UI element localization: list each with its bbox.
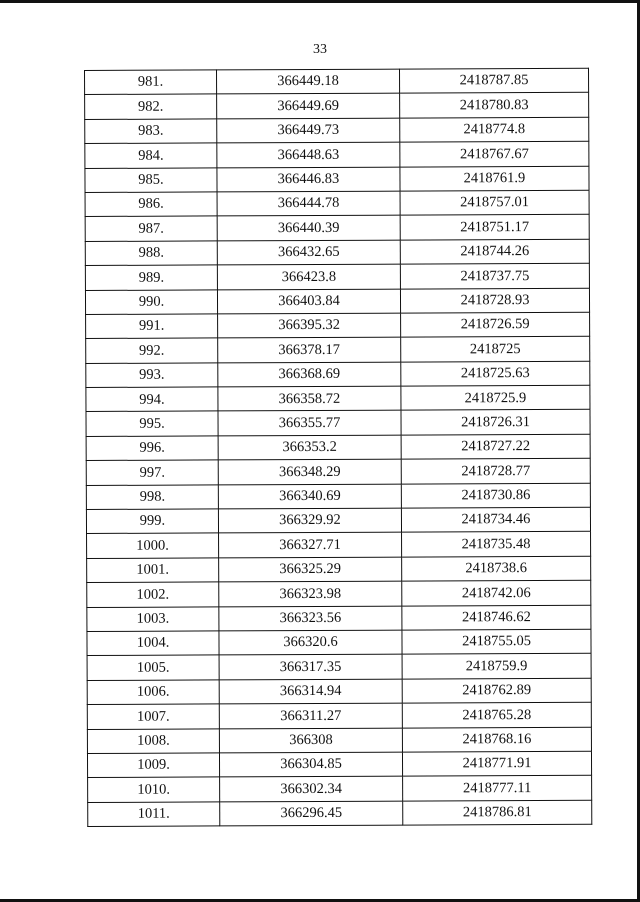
- x-coordinate-cell: 366327.71: [219, 533, 402, 558]
- table-row: [87, 605, 591, 632]
- table-row: [85, 117, 589, 144]
- x-coordinate-cell: 366355.77: [218, 411, 401, 436]
- y-coordinate-cell: 2418735.48: [402, 532, 591, 557]
- table-row: [88, 800, 592, 827]
- point-number-cell: 986.: [85, 192, 217, 217]
- point-number-cell: 988.: [85, 241, 217, 266]
- table-row: [85, 93, 589, 120]
- y-coordinate-cell: 2418725: [401, 337, 590, 362]
- x-coordinate-cell: 366403.84: [217, 289, 400, 314]
- y-coordinate-cell: 2418746.62: [402, 605, 591, 630]
- y-coordinate-cell: 2418730.86: [401, 483, 590, 508]
- y-coordinate-cell: 2418737.75: [400, 263, 589, 288]
- x-coordinate-cell: 366368.69: [218, 362, 401, 387]
- y-coordinate-cell: 2418777.11: [403, 776, 592, 801]
- y-coordinate-cell: 2418751.17: [400, 215, 589, 240]
- x-coordinate-cell: 366320.6: [219, 630, 402, 655]
- point-number-cell: 1000.: [87, 533, 219, 558]
- table-row: [86, 507, 590, 534]
- table-row: [87, 654, 591, 681]
- y-coordinate-cell: 2418757.01: [400, 190, 589, 215]
- coordinates-table-body: [85, 68, 592, 826]
- y-coordinate-cell: 2418742.06: [402, 580, 591, 605]
- y-coordinate-cell: 2418734.46: [401, 507, 590, 532]
- table-row: [85, 141, 589, 168]
- point-number-cell: 997.: [86, 460, 218, 485]
- point-number-cell: 991.: [86, 314, 218, 339]
- point-number-cell: 989.: [85, 265, 217, 290]
- table-row: [87, 727, 591, 754]
- table-row: [87, 556, 591, 583]
- x-coordinate-cell: 366325.29: [219, 557, 402, 582]
- point-number-cell: 1003.: [87, 607, 219, 632]
- x-coordinate-cell: 366448.63: [217, 142, 400, 167]
- point-number-cell: 993.: [86, 363, 218, 388]
- y-coordinate-cell: 2418771.91: [402, 751, 591, 776]
- y-coordinate-cell: 2418762.89: [402, 678, 591, 703]
- table-row: [87, 678, 591, 705]
- x-coordinate-cell: 366340.69: [218, 484, 401, 509]
- y-coordinate-cell: 2418755.05: [402, 629, 591, 654]
- y-coordinate-cell: 2418727.22: [401, 434, 590, 459]
- table-row: [86, 459, 590, 486]
- table-row: [85, 190, 589, 217]
- x-coordinate-cell: 366308: [219, 728, 402, 753]
- point-number-cell: 994.: [86, 387, 218, 412]
- table-row: [85, 166, 589, 193]
- point-number-cell: 1008.: [87, 728, 219, 753]
- x-coordinate-cell: 366432.65: [217, 240, 400, 265]
- y-coordinate-cell: 2418767.67: [400, 141, 589, 166]
- table-row: [86, 312, 590, 339]
- x-coordinate-cell: 366449.69: [217, 94, 400, 119]
- table-row: [85, 288, 589, 315]
- x-coordinate-cell: 366378.17: [218, 337, 401, 362]
- point-number-cell: 990.: [85, 289, 217, 314]
- table-row: [87, 702, 591, 729]
- point-number-cell: 981.: [85, 70, 217, 95]
- y-coordinate-cell: 2418744.26: [400, 239, 589, 264]
- x-coordinate-cell: 366440.39: [217, 215, 400, 240]
- x-coordinate-cell: 366302.34: [220, 776, 403, 801]
- table-row: [87, 580, 591, 607]
- point-number-cell: 1010.: [88, 777, 220, 802]
- point-number-cell: 987.: [85, 216, 217, 241]
- y-coordinate-cell: 2418725.63: [401, 361, 590, 386]
- point-number-cell: 1006.: [87, 680, 219, 705]
- point-number-cell: 1011.: [88, 802, 220, 827]
- table-row: [86, 337, 590, 364]
- y-coordinate-cell: 2418725.9: [401, 385, 590, 410]
- x-coordinate-cell: 366311.27: [219, 703, 402, 728]
- x-coordinate-cell: 366358.72: [218, 386, 401, 411]
- x-coordinate-cell: 366446.83: [217, 167, 400, 192]
- point-number-cell: 1007.: [87, 704, 219, 729]
- x-coordinate-cell: 366449.18: [217, 69, 400, 94]
- table-row: [85, 263, 589, 290]
- point-number-cell: 983.: [85, 119, 217, 144]
- y-coordinate-cell: 2418726.59: [401, 312, 590, 337]
- point-number-cell: 992.: [86, 338, 218, 363]
- y-coordinate-cell: 2418780.83: [400, 93, 589, 118]
- x-coordinate-cell: 366317.35: [219, 654, 402, 679]
- point-number-cell: 982.: [85, 94, 217, 119]
- x-coordinate-cell: 366423.8: [217, 264, 400, 289]
- table-row: [86, 385, 590, 412]
- y-coordinate-cell: 2418774.8: [400, 117, 589, 142]
- table-row: [88, 776, 592, 803]
- point-number-cell: 999.: [86, 509, 218, 534]
- x-coordinate-cell: 366323.56: [219, 606, 402, 631]
- y-coordinate-cell: 2418726.31: [401, 410, 590, 435]
- x-coordinate-cell: 366449.73: [217, 118, 400, 143]
- coordinates-table: [84, 68, 592, 827]
- y-coordinate-cell: 2418728.77: [401, 459, 590, 484]
- x-coordinate-cell: 366323.98: [219, 581, 402, 606]
- point-number-cell: 1009.: [87, 753, 219, 778]
- point-number-cell: 1005.: [87, 655, 219, 680]
- y-coordinate-cell: 2418761.9: [400, 166, 589, 191]
- x-coordinate-cell: 366296.45: [220, 801, 403, 826]
- table-row: [86, 483, 590, 510]
- point-number-cell: 984.: [85, 143, 217, 168]
- x-coordinate-cell: 366348.29: [218, 459, 401, 484]
- point-number-cell: 985.: [85, 167, 217, 192]
- x-coordinate-cell: 366304.85: [219, 752, 402, 777]
- table-row: [87, 629, 591, 656]
- table-row: [85, 215, 589, 242]
- y-coordinate-cell: 2418765.28: [402, 702, 591, 727]
- x-coordinate-cell: 366444.78: [217, 191, 400, 216]
- scan-border-top: [0, 0, 640, 3]
- table-row: [87, 751, 591, 778]
- page-number: 33: [313, 42, 327, 57]
- table-row: [86, 410, 590, 437]
- x-coordinate-cell: 366329.92: [218, 508, 401, 533]
- table-row: [87, 532, 591, 559]
- x-coordinate-cell: 366395.32: [218, 313, 401, 338]
- point-number-cell: 996.: [86, 436, 218, 461]
- y-coordinate-cell: 2418728.93: [400, 288, 589, 313]
- x-coordinate-cell: 366353.2: [218, 435, 401, 460]
- point-number-cell: 1004.: [87, 631, 219, 656]
- table-row: [85, 239, 589, 266]
- y-coordinate-cell: 2418786.81: [403, 800, 592, 825]
- y-coordinate-cell: 2418787.85: [399, 68, 588, 93]
- point-number-cell: 1002.: [87, 582, 219, 607]
- y-coordinate-cell: 2418759.9: [402, 654, 591, 679]
- table-row: [86, 434, 590, 461]
- point-number-cell: 1001.: [87, 558, 219, 583]
- y-coordinate-cell: 2418768.16: [402, 727, 591, 752]
- x-coordinate-cell: 366314.94: [219, 679, 402, 704]
- y-coordinate-cell: 2418738.6: [402, 556, 591, 581]
- point-number-cell: 995.: [86, 411, 218, 436]
- table-row: [85, 68, 589, 95]
- point-number-cell: 998.: [86, 485, 218, 510]
- table-row: [86, 361, 590, 388]
